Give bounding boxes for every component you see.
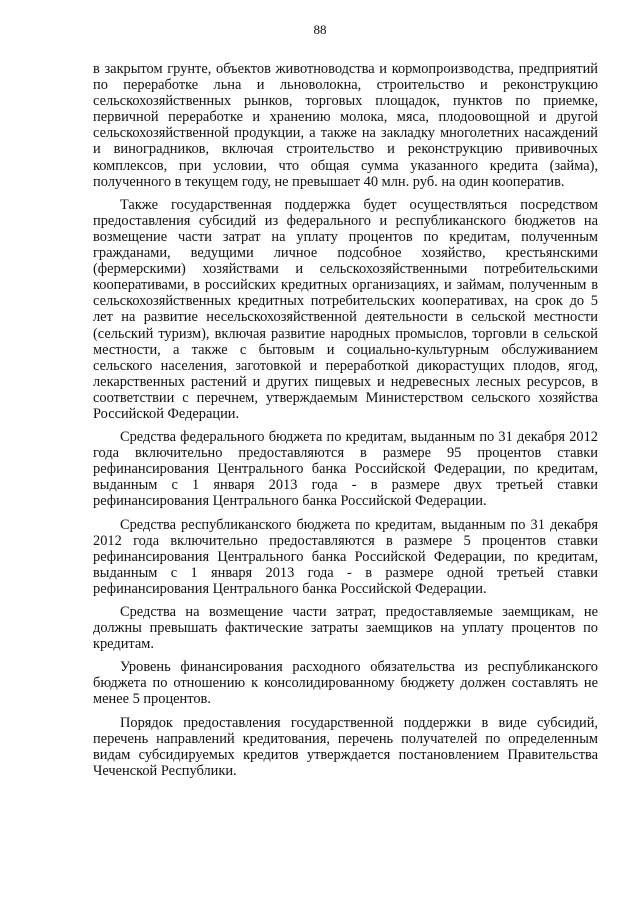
- page-number: 88: [313, 22, 327, 37]
- paragraph-state-support: Также государственная поддержка будет осуществляться посредством предоставления субсидий из федерального и республиканского бюджетов на возмещение части затрат на уплату процентов по кредитам, полученным гражданами, ведущими личное подсобное хозяйство, крестьянскими (фермерскими) хозяйствами и сельскохозяйственными потребительскими кооперативами, в российских кредитных организациях, и займам, полученным в сельскохозяйственных кредитных потребительских кооперативах, на срок до 5 лет на развитие несельскохозяйственной деятельности в сельской местности (сельский туризм), включая развитие народных промыслов, торговли в сельской местности, а также с бытовым и социально-культурным обслуживанием сельского населения, заготовкой и переработкой дикорастущих плодов, ягод, лекарственных растений и других пищевых и недревесных лесных ресурсов, в соответствии с перечнем, утверждаемым Министерством сельского хозяйства Российской Федерации.: [93, 196, 598, 422]
- paragraph-procedure: Порядок предоставления государственной поддержки в виде субсидий, перечень направлений кредитования, перечень получателей по определенным видам субсидируемых кредитов утверждается постановлением Правительства Чеченской Республики.: [93, 714, 598, 779]
- paragraph-republican-budget: Средства республиканского бюджета по кредитам, выданным по 31 декабря 2012 года включительно предоставляются в размере 5 процентов ставки рефинансирования Центрального банка Российской Федерации, по кредитам, выданным с 1 января 2013 года - в размере одной третьей ставки рефинансирования Центрального банка Российской Федерации.: [93, 516, 598, 597]
- paragraph-federal-budget: Средства федерального бюджета по кредитам, выданным по 31 декабря 2012 года включительно предоставляются в размере 95 процентов ставки рефинансирования Центрального банка Российской Федерации, по кредитам, выданным с 1 января 2013 года - в размере двух третьей ставки рефинансирования Центрального банка Российской Федерации.: [93, 429, 598, 510]
- paragraph-funding-level: Уровень финансирования расходного обязательства из республиканского бюджета по отношению к консолидированному бюджету должен составлять не менее 5 процентов.: [93, 659, 598, 708]
- paragraph-continuation: в закрытом грунте, объектов животноводства и кормопроизводства, предприятий по переработке льна и льноволокна, строительство и реконструкцию сельскохозяйственных рынков, торговых площадок, пунктов по приемке, первичной переработке и хранению молока, мяса, плодоовощной и другой сельскохозяйственной продукции, а также на закладку многолетних насаждений и виноградников, включая строительство и реконструкцию прививочных комплексов, при условии, что общая сумма указанного кредита (займа), полученного в текущем году, не превышает 40 млн. руб. на один кооператив.: [93, 61, 598, 190]
- paragraph-cost-reimbursement: Средства на возмещение части затрат, предоставляемые заемщикам, не должны превышать фактические затраты заемщиков на уплату процентов по кредитам.: [93, 604, 598, 653]
- document-body: [93, 61, 598, 786]
